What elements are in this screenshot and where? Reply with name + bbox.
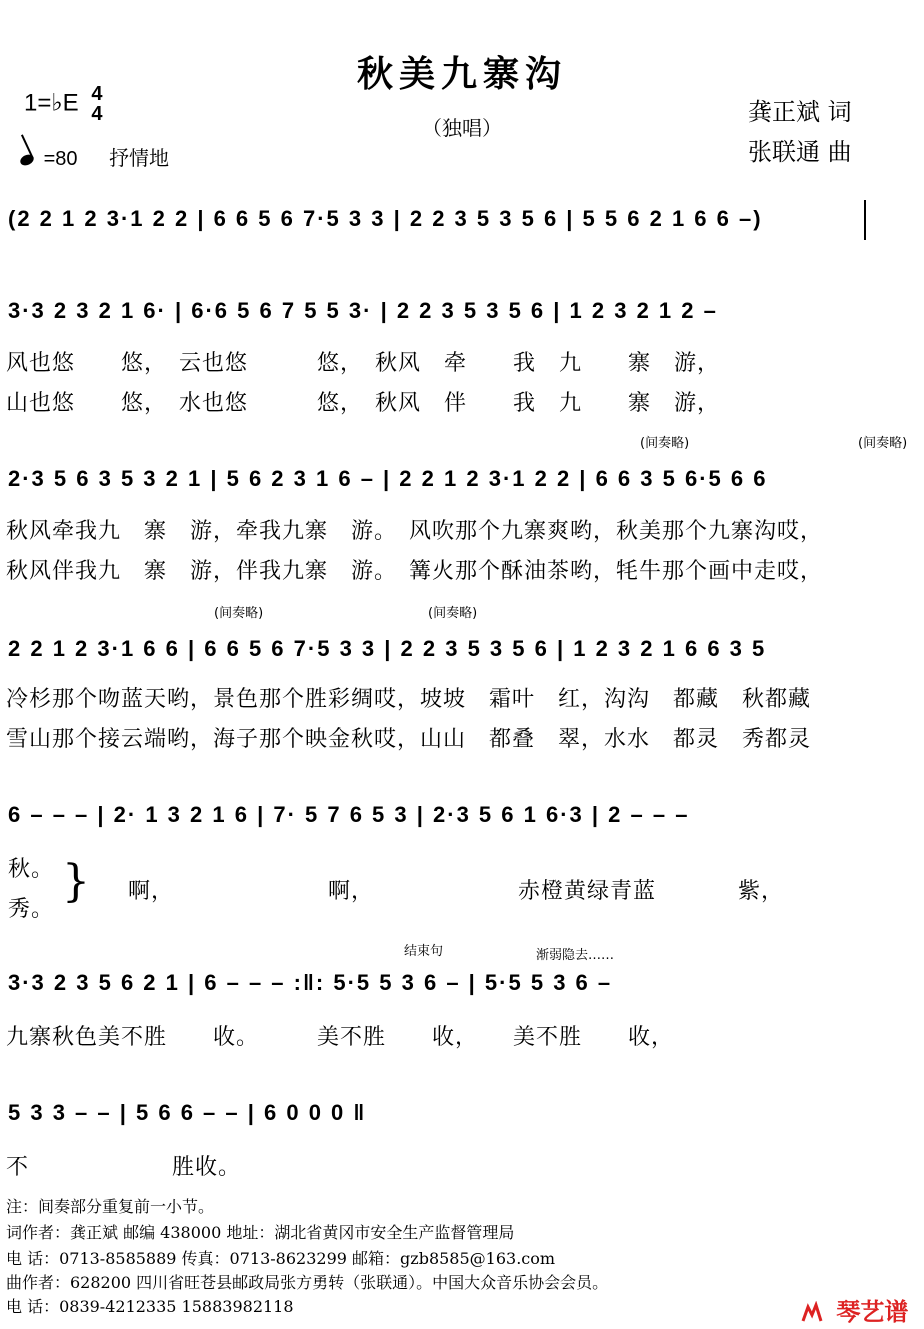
subtitle: （独唱）	[422, 116, 502, 140]
staff-row-5: 6 – – – | 2· 1 3 2 1 6 | 7· 5 7 6 5 3 | 2·3 5 6 1 6·3 | 2 – – –	[8, 802, 690, 827]
lyrics-row-5f: 紫，	[738, 879, 785, 904]
lyrics-row-2b: 山也悠 悠， 水也悠 悠， 秋风 伴 我 九 寨 游，	[6, 391, 721, 416]
key-label: 1=♭E	[24, 89, 79, 117]
time-top: 4	[91, 83, 103, 105]
footer-line-4: 曲作者：628200 四川省旺苍县邮政局张方勇转（张联通）。中国大众音乐协会会员。	[6, 1273, 609, 1292]
interlude-note-2: (间奏略)	[858, 436, 908, 451]
lyrics-row-5b: 秀。	[8, 897, 55, 922]
lyricist: 龚正斌 词	[748, 98, 852, 126]
staff-row-2: 3·3 2 3 2 1 6· | 6·6 5 6 7 5 5 3· | 2 2 3 5 3 5 6 | 1 2 3 2 1 2 –	[8, 298, 718, 323]
site-logo	[800, 1292, 908, 1327]
lyrics-row-4a: 冷杉那个吻蓝天哟，景色那个胜彩绸哎，坡坡 霜叶 红，沟沟 都藏 秋都藏	[6, 687, 812, 712]
lyrics-row-2a: 风也悠 悠， 云也悠 悠， 秋风 牵 我 九 寨 游，	[6, 351, 721, 376]
barline	[864, 200, 866, 240]
footer-line-5: 电 话：0839-4212335 15883982118	[6, 1297, 294, 1316]
interlude-note-4: (间奏略)	[428, 606, 478, 621]
logo-text: 琴艺谱	[836, 1298, 909, 1326]
lyrics-row-3b: 秋风伴我九 寨 游，伴我九寨 游。 篝火那个酥油茶哟，牦牛那个画中走哎，	[6, 559, 824, 584]
lyrics-row-7a: 不	[6, 1155, 30, 1180]
tempo	[20, 142, 169, 171]
page-title: 秋美九寨沟	[356, 53, 567, 95]
lyrics-row-3a: 秋风牵我九 寨 游，牵我九寨 游。 风吹那个九寨爽哟，秋美那个九寨沟哎，	[6, 519, 824, 544]
composer: 张联通 曲	[748, 138, 852, 166]
quarter-note-icon	[19, 153, 36, 168]
interlude-note: (间奏略)	[640, 436, 690, 451]
tempo-value: =80	[43, 148, 78, 170]
time-signature	[91, 84, 102, 124]
tempo-mark: 抒情地	[109, 148, 170, 170]
lyrics-row-5c: 啊，	[128, 879, 175, 904]
staff-row-6: 3·3 2 3 5 6 2 1 | 6 – – – :‖: 5·5 5 3 6 – | 5·5 5 3 6 –	[8, 970, 613, 995]
lyrics-row-7b: 胜收。	[172, 1155, 242, 1180]
staff-row-7: 5 3 3 – – | 5 6 6 – – | 6 0 0 0 ‖	[8, 1100, 367, 1125]
key-signature	[24, 84, 103, 124]
brace-icon: }	[62, 856, 90, 907]
staff-row-4: 2 2 1 2 3·1 6 6 | 6 6 5 6 7·5 3 3 | 2 2 3 5 3 5 6 | 1 2 3 2 1 6 6 3 5	[8, 636, 767, 661]
lyrics-row-5a: 秋。	[8, 857, 55, 882]
time-bottom: 4	[91, 103, 103, 125]
staff-row-3: 2·3 5 6 3 5 3 2 1 | 5 6 2 3 1 6 – | 2 2 1 2 3·1 2 2 | 6 6 3 5 6·5 6 6	[8, 466, 768, 491]
lyrics-row-5e: 赤橙黄绿青蓝	[518, 879, 657, 904]
fade-label: 渐弱隐去……	[536, 948, 615, 963]
interlude-note-3: (间奏略)	[214, 606, 264, 621]
end-phrase-label: 结束句	[404, 944, 444, 959]
lyrics-row-6: 九寨秋色美不胜 收。 美不胜 收， 美不胜 收，	[6, 1025, 675, 1050]
logo-icon	[800, 1301, 824, 1325]
lyrics-row-5d: 啊，	[328, 879, 375, 904]
footer-line-3: 电 话：0713-8585889 传真：0713-8623299 邮箱：gzb8585@163.com	[6, 1249, 556, 1268]
footer-line-1: 注：间奏部分重复前一小节。	[6, 1197, 215, 1216]
footer-line-2: 词作者：龚正斌 邮编 438000 地址：湖北省黄冈市安全生产监督管理局	[6, 1223, 515, 1242]
lyrics-row-4b: 雪山那个接云端哟，海子那个映金秋哎，山山 都叠 翠，水水 都灵 秀都灵	[6, 727, 812, 752]
staff-row-1: (2 2 1 2 3·1 2 2 | 6 6 5 6 7·5 3 3 | 2 2 3 5 3 5 6 | 5 5 6 2 1 6 6 –)	[8, 206, 763, 231]
